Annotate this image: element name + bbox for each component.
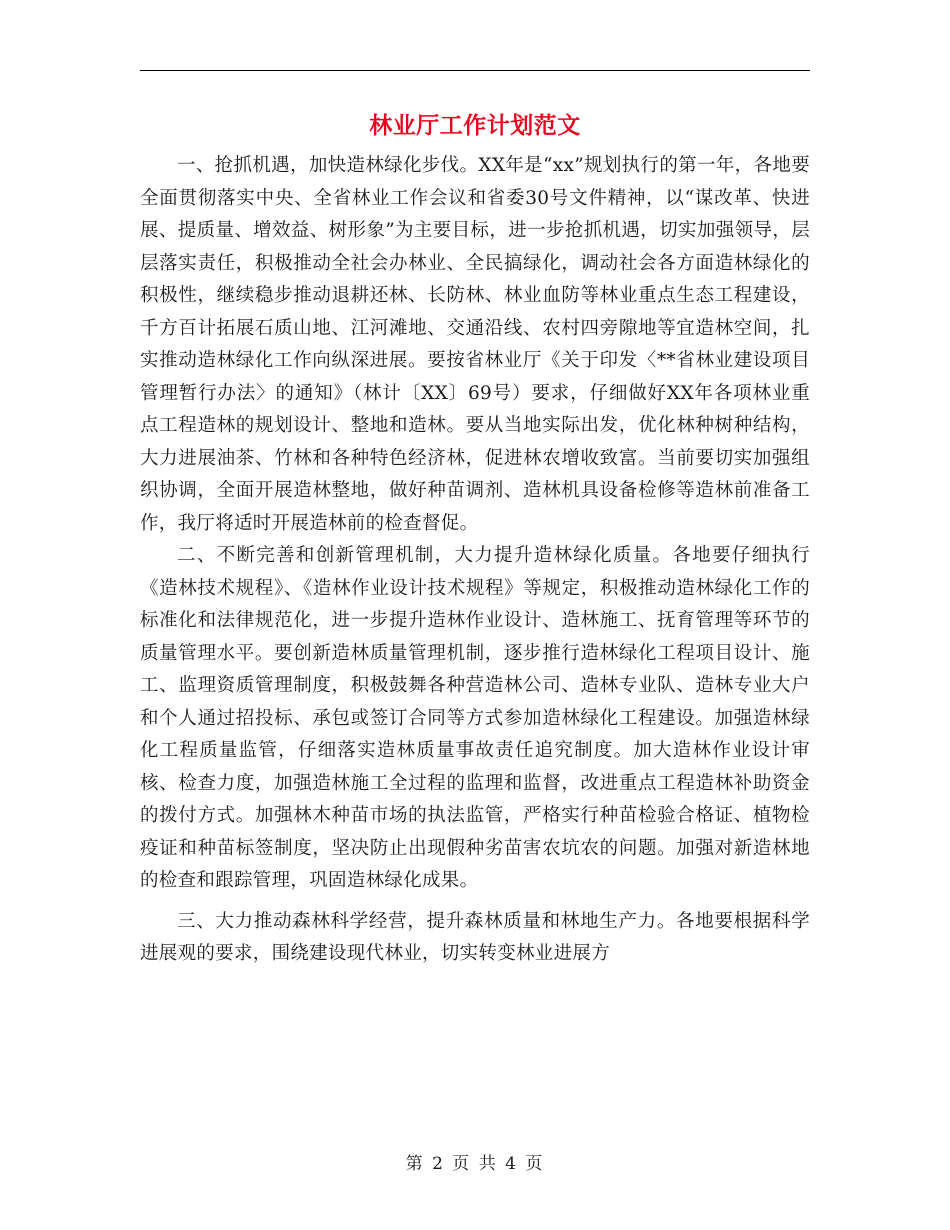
header-rule <box>140 70 810 71</box>
paragraph-3: 三、大力推动森林科学经营，提升森林质量和林地生产力。各地要根据科学进展观的要求，围绕建设现代林业，切实转变林业进展方 <box>140 910 810 964</box>
paragraph-1: 一、抢抓机遇，加快造林绿化步伐。XX年是“xx”规划执行的第一年，各地要全面贯彻落实中央、全省林业工作会议和省委30号文件精神，以“谋改革、快进展、提质量、增效益、树形象”为主要目标，进一步抢抓机遇，切实加强领导，层层落实责任，积极推动全社会办林业、全民搞绿化，调动社会各方面造林绿化的积极性，继续稳步推动退耕还林、长防林、林业血防等林业重点生态工程建设，千方百计拓展石质山地、江河滩地、交通沿线、农村四旁隙地等宜造林空间，扎实推动造林绿化工作向纵深进展。要按省林业厅《关于印发〈**省林业建设项目管理暂行办法〉的通知》（林计〔XX〕69号）要求，仔细做好XX年各项林业重点工程造林的规划设计、整地和造林。要从当地实际出发，优化林种树种结构，大力进展油茶、竹林和各种特色经济林，促进林农增收致富。当前要切实加强组织协调，全面开展造林整地，做好种苗调剂、造林机具设备检修等造林前准备工作，我厅将适时开展造林前的检查督促。 <box>140 155 810 534</box>
document-body <box>140 150 810 971</box>
page-number: 第 2 页 共 4 页 <box>405 1154 545 1174</box>
document-title: 林业厅工作计划范文 <box>369 113 581 139</box>
paragraph-2: 二、不断完善和创新管理机制，大力提升造林绿化质量。各地要仔细执行《造林技术规程》、《造林作业设计技术规程》等规定，积极推动造林绿化工作的标准化和法律规范化，进一步提升造林作业设计、造林施工、抚育管理等环节的质量管理水平。要创新造林质量管理机制，逐步推行造林绿化工程项目设计、施工、监理资质管理制度，积极鼓舞各种营造林公司、造林专业队、造林专业大户和个人通过招投标、承包或签订合同等方式参加造林绿化工程建设。加强造林绿化工程质量监管，仔细落实造林质量事故责任追究制度。加大造林作业设计审核、检查力度，加强造林施工全过程的监理和监督，改进重点工程造林补助资金的拨付方式。加强林木种苗市场的执法监管，严格实行种苗检验合格证、植物检疫证和种苗标签制度，坚决防止出现假种劣苗害农坑农的问题。加强对新造林地的检查和跟踪管理，巩固造林绿化成果。 <box>140 545 810 891</box>
